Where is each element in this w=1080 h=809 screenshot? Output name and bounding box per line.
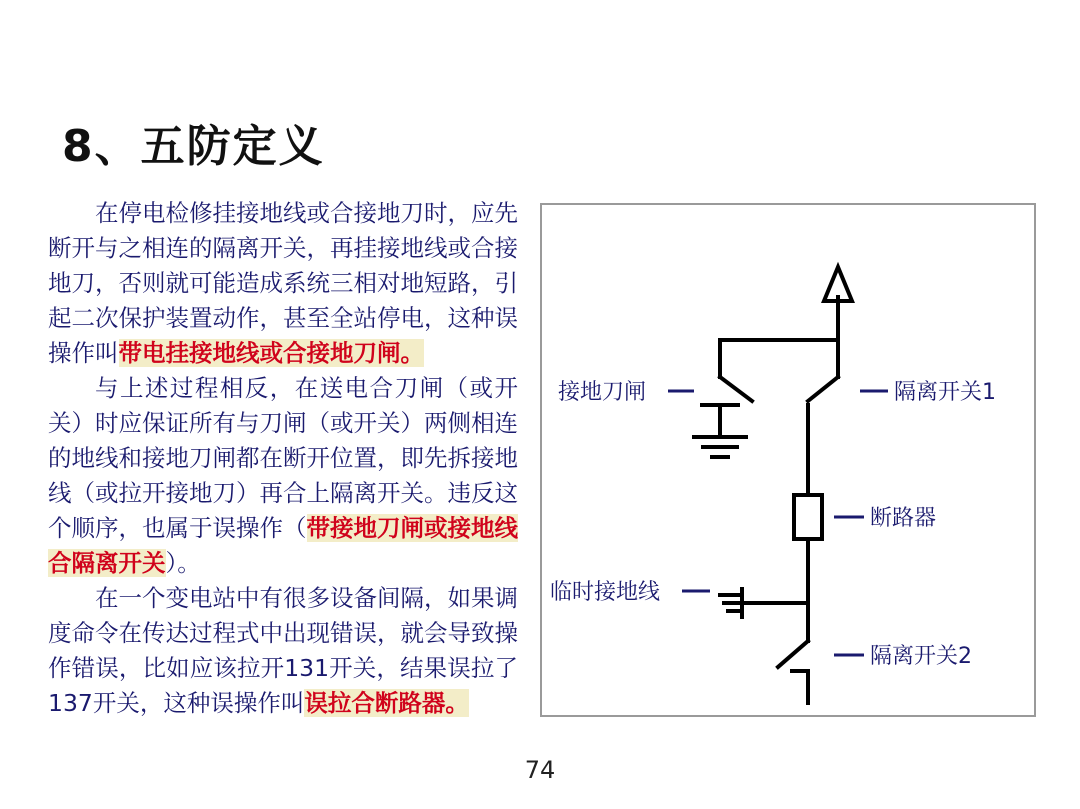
label-circuit-breaker: 断路器 — [870, 506, 937, 531]
single-line-diagram-svg — [542, 205, 1034, 715]
page-number: 74 — [524, 756, 556, 784]
body-text-column — [48, 196, 518, 721]
circuit-breaker-box — [794, 495, 822, 539]
paragraph-3 — [48, 581, 518, 721]
paragraph-3-run-1: 在一个变电站中有很多设备间隔，如果调度命令在传达过程式中出现错误，就会导致操作错误，比如应该拉开131开关，结果误拉了137开关，这种误操作叫 — [48, 584, 518, 717]
label-isolator-2: 隔离开关2 — [870, 644, 972, 669]
paragraph-2-run-1: 与上述过程相反，在送电合刀闸（或开关）时应保证所有与刀闸（或开关）两侧相连的地线和接地刀闸都在断开位置，即先拆接地线（或拉开接地刀）再合上隔离开关。违反这个顺序，也属于误操作（ — [48, 374, 518, 542]
page-title: 8、五防定义 — [62, 121, 325, 172]
label-isolator-1: 隔离开关1 — [894, 380, 996, 405]
ground-switch-blade — [720, 377, 752, 401]
paragraph-2-run-3: ）。 — [165, 549, 201, 577]
paragraph-2 — [48, 371, 518, 581]
paragraph-3-highlight: 误拉合断路器。 — [304, 689, 469, 717]
paragraph-1-run-1: 在停电检修挂接地线或合接地刀时，应先断开与之相连的隔离开关，再挂接地线或合接地刀，否则就可能造成系统三相对地短路，引起二次保护装置动作，甚至全站停电，这种误操作叫 — [48, 199, 518, 367]
diagram-panel — [540, 203, 1036, 717]
paragraph-1 — [48, 196, 518, 371]
label-ground-switch: 接地刀闸 — [558, 380, 647, 405]
label-temporary-ground-wire: 临时接地线 — [550, 580, 661, 605]
paragraph-1-highlight: 带电挂接地线或合接地刀闸。 — [118, 339, 424, 367]
paragraph-2-highlight: 带接地刀闸或接地线合隔离开关 — [48, 514, 518, 577]
isolator-1-blade — [808, 377, 838, 401]
isolator-2-blade — [778, 641, 808, 667]
